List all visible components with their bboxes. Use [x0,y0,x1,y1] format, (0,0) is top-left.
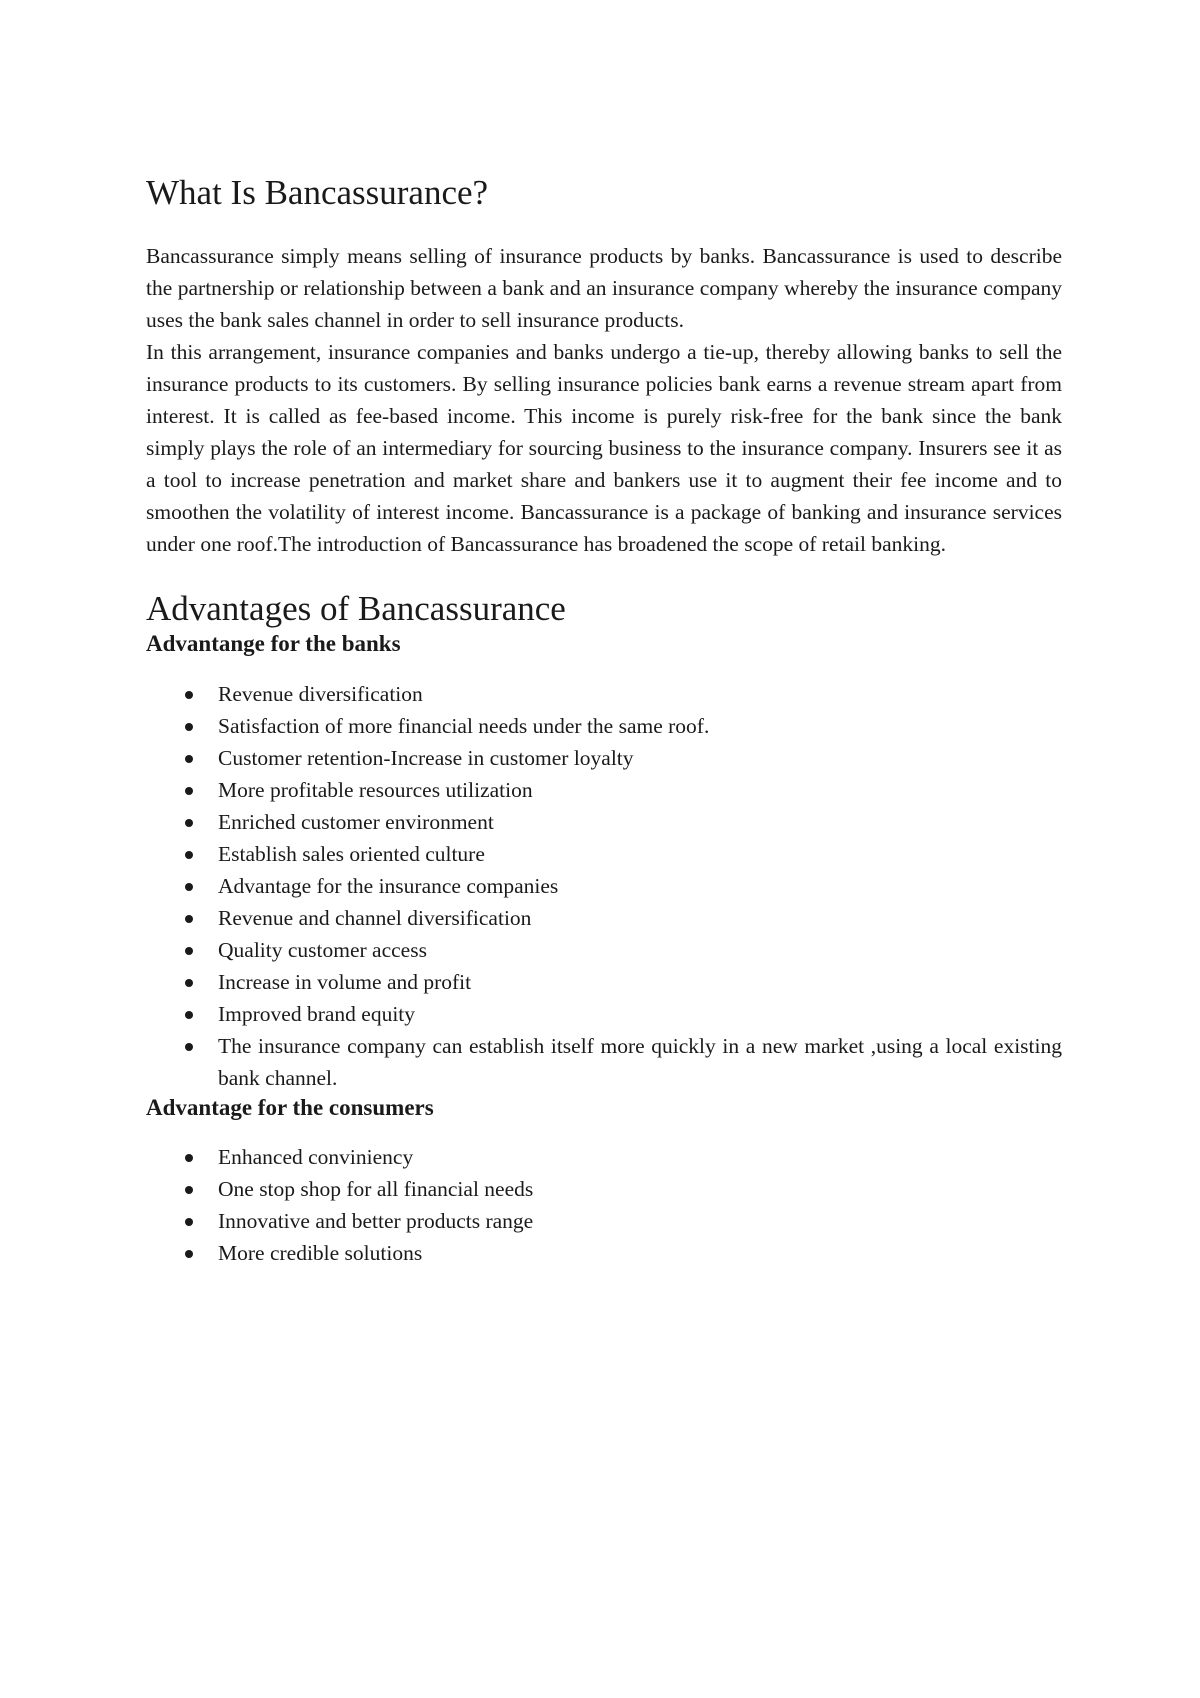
list-item [146,1205,1062,1237]
list-item-text: More credible solutions [218,1241,423,1266]
list-item-text: Satisfaction of more financial needs under the same roof. [218,713,710,738]
list-item-text: Enriched customer environment [218,809,494,834]
list-item [146,1030,1062,1094]
list-item-text: Quality customer access [218,937,427,962]
list-item-text: Advantage for the insurance companies [218,873,559,898]
bullet-icon [185,819,193,827]
list-item-text: Customer retention-Increase in customer loyalty [218,745,634,770]
list-item [146,806,1062,838]
list-item [146,870,1062,902]
list-item [146,998,1062,1030]
list-item [146,966,1062,998]
subheading-consumers: Advantage for the consumers [146,1094,434,1120]
list-item [146,902,1062,934]
list-item-text: Enhanced conviniency [218,1145,414,1170]
bullet-icon [185,755,193,763]
list-item-text: One stop shop for all financial needs [218,1177,534,1202]
bullet-icon [185,1043,193,1051]
list-item-text: The insurance company can establish itself more quickly in a new market ,using a local existing bank channel. [218,1033,1062,1090]
list-item-text: Revenue and channel diversification [218,905,532,930]
list-item-text: Increase in volume and profit [218,969,472,994]
bullet-icon [185,883,193,891]
bullet-icon [185,1218,193,1226]
list-item [146,710,1062,742]
list-item [146,838,1062,870]
list-item [146,1237,1062,1269]
paragraph-definition: Bancassurance simply means selling of insurance products by banks. Bancassurance is used to describe the partnership or relationship between a bank and an insurance company whereby the insurance company uses the bank sales channel in order to sell insurance products. [146,244,1062,332]
section-title-advantages: Advantages of Bancassurance [146,589,566,628]
list-item [146,934,1062,966]
list-item [146,678,1062,710]
list-item [146,774,1062,806]
bullet-icon [185,1250,193,1258]
bullet-icon [185,851,193,859]
list-item-text: Improved brand equity [218,1001,416,1026]
bullet-icon [185,1011,193,1019]
list-item-text: Revenue diversification [218,681,423,706]
bullet-icon [185,915,193,923]
list-item-text: More profitable resources utilization [218,777,533,802]
section-title-what-is-bancassurance: What Is Bancassurance? [146,173,489,212]
list-item [146,742,1062,774]
subheading-banks: Advantange for the banks [146,631,401,656]
list-item [146,1141,1062,1173]
bullet-icon [185,787,193,795]
bullet-icon [185,691,193,699]
bullet-icon [185,979,193,987]
bullet-icon [185,723,193,731]
list-item [146,1173,1062,1205]
section-body-intro [146,240,1062,560]
bullet-icon [185,1154,193,1162]
banks-advantage-list [146,678,1062,1094]
consumers-advantage-list [146,1141,1062,1269]
paragraph-arrangement: In this arrangement, insurance companies and banks undergo a tie-up, thereby allowing banks to sell the insurance products to its customers. By selling insurance policies bank earns a revenue stream apart from interest. It is called as fee-based income. This income is purely risk-free for the bank since the bank simply plays the role of an intermediary for sourcing business to the insurance company. Insurers see it as a tool to increase penetration and market share and bankers use it to augment their fee income and to smoothen the volatility of interest income. Bancassurance is a package of banking and insurance services under one roof.The introduction of Bancassurance has broadened the scope of retail banking. [146,340,1062,556]
bullet-icon [185,1186,193,1194]
list-item-text: Establish sales oriented culture [218,841,485,866]
document-page [146,172,1062,1269]
bullet-icon [185,947,193,955]
list-item-text: Innovative and better products range [218,1209,534,1234]
